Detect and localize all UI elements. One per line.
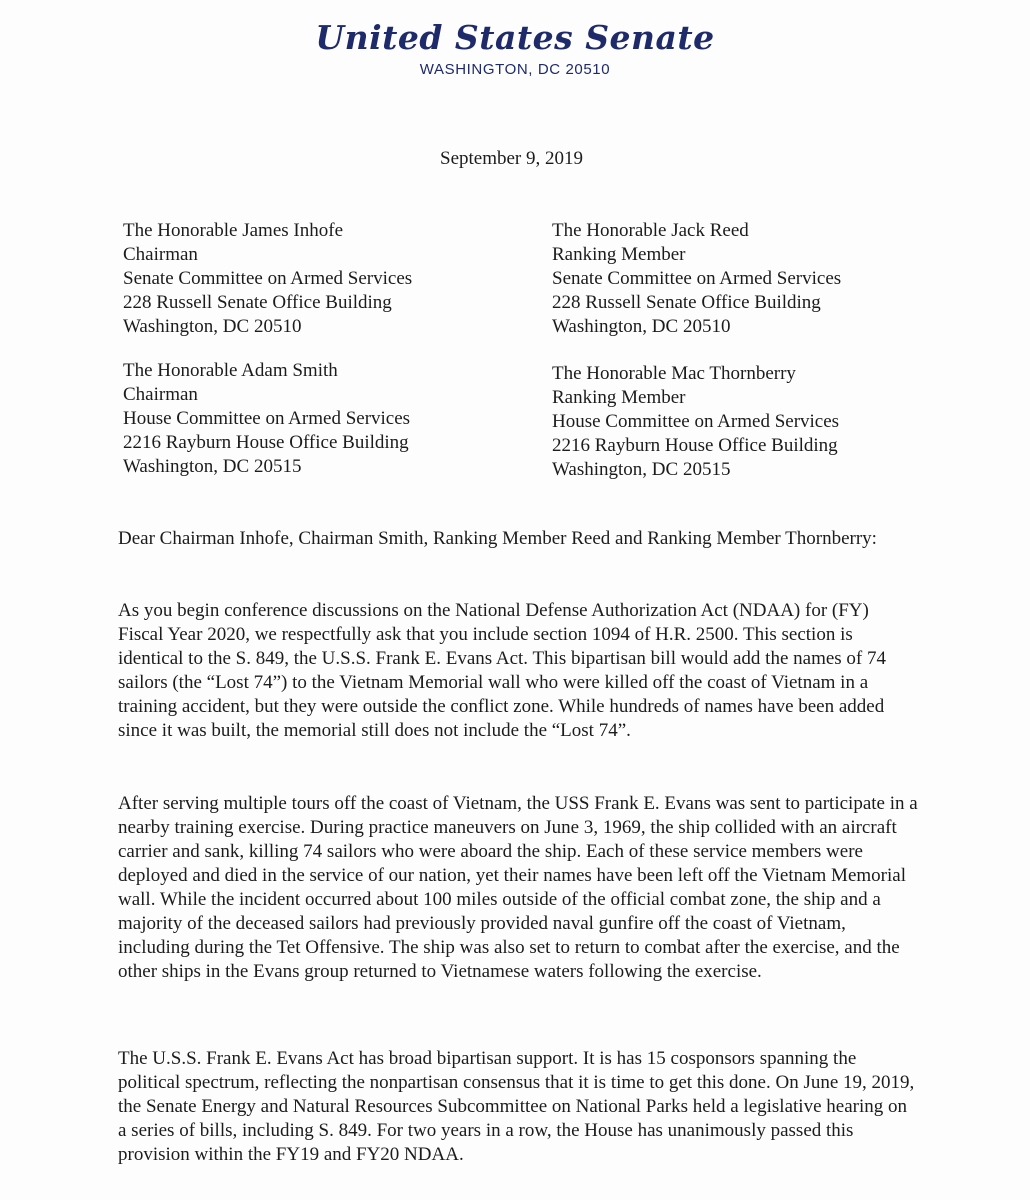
addressee-building: 228 Russell Senate Office Building [552,292,821,313]
addressee-committee: Senate Committee on Armed Services [552,268,842,289]
letterhead [0,18,1030,80]
addressee-title: Chairman [123,244,198,265]
addressee-name: The Honorable Jack Reed [552,220,749,241]
addressee-block [552,219,841,339]
addressee-committee: Senate Committee on Armed Services [123,268,413,289]
addressee-building: 228 Russell Senate Office Building [123,292,392,313]
addressee-title: Ranking Member [552,244,686,265]
addressee-title: Ranking Member [552,387,686,408]
addressee-city: Washington, DC 20510 [552,316,731,337]
addressee-city: Washington, DC 20515 [552,459,731,480]
letter-date: September 9, 2019 [440,148,584,169]
addressee-title: Chairman [123,384,198,405]
letterhead-title: United States Senate [315,18,715,57]
addressee-block [552,362,839,482]
body-paragraph: As you begin conference discussions on the National Defense Authorization Act (NDAA) for (FY) Fiscal Year 2020, we respectfully ask that you include section 1094 of H.R. 2500. This section is identical to the S. 849, the U.S.S. Frank E. Evans Act. This bipartisan bill would add the names of 74 sailors (the “Lost 74”) to the Vietnam Memorial wall who were killed off the coast of Vietnam in a training accident, but they were outside the conflict zone. While hundreds of names have been added since it was built, the memorial still does not include the “Lost 74”. [118,600,886,741]
addressee-name: The Honorable James Inhofe [123,220,344,241]
body-paragraph: The U.S.S. Frank E. Evans Act has broad bipartisan support. It is has 15 cosponsors spanning the political spectrum, reflecting the nonpartisan consensus that it is time to get this done. On June 19, 2019, the Senate Energy and Natural Resources Subcommittee on National Parks held a legislative hearing on a series of bills, including S. 849. For two years in a row, the House has unanimously passed this provision within the FY19 and FY20 NDAA. [118,1048,915,1165]
addressee-building: 2216 Rayburn House Office Building [552,435,838,456]
addressee-block [123,359,410,479]
addressee-block [123,219,412,339]
addressee-city: Washington, DC 20515 [123,456,302,477]
letterhead-city: WASHINGTON, DC 20510 [419,61,611,78]
body-paragraph: After serving multiple tours off the coast of Vietnam, the USS Frank E. Evans was sent to participate in a nearby training exercise. During practice maneuvers on June 3, 1969, the ship collided with an aircraft carrier and sank, killing 74 sailors who were aboard the ship. Each of these service members were deployed and died in the service of our nation, yet their names have been left off the Vietnam Memorial wall. While the incident occurred about 100 miles outside of the official combat zone, the ship and a majority of the deceased sailors had previously provided naval gunfire off the coast of Vietnam, including during the Tet Offensive. The ship was also set to return to combat after the exercise, and the other ships in the Evans group returned to Vietnamese waters following the exercise. [118,793,918,982]
addressee-name: The Honorable Adam Smith [123,360,338,381]
addressee-committee: House Committee on Armed Services [552,411,840,432]
addressee-building: 2216 Rayburn House Office Building [123,432,409,453]
salutation: Dear Chairman Inhofe, Chairman Smith, Ranking Member Reed and Ranking Member Thornberry: [118,528,877,549]
addressee-committee: House Committee on Armed Services [123,408,411,429]
addressee-name: The Honorable Mac Thornberry [552,363,796,384]
addressee-city: Washington, DC 20510 [123,316,302,337]
